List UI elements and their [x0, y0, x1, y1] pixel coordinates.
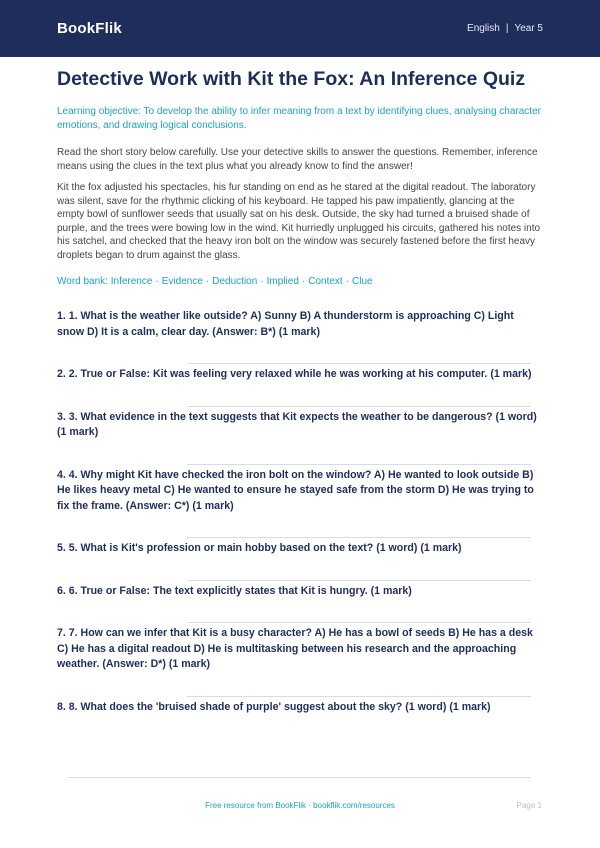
answer-line[interactable] — [187, 363, 531, 364]
page-number: Page 1 — [516, 801, 542, 810]
question-2: 2. 2. True or False: Kit was feeling very relaxed while he was working at his computer. (1 mark) — [57, 368, 532, 380]
question-7: 7. 7. How can we infer that Kit is a busy character? A) He has a bowl of seeds B) He has a desk C) He has a digital readout D) He is multitasking between his research and the approaching weather. (Answer: D*) (1 mark) — [57, 627, 533, 670]
answer-line[interactable] — [187, 406, 531, 407]
header-meta: English | Year 5 — [467, 23, 543, 34]
learning-objective: Learning objective: To develop the ability to infer meaning from a text by identifying clues, analysing character emotions, and drawing logical conclusions. — [57, 106, 541, 131]
answer-line[interactable] — [187, 696, 531, 697]
question-5: 5. 5. What is Kit's profession or main hobby based on the text? (1 word) (1 mark) — [57, 542, 462, 554]
footer-divider — [68, 777, 531, 778]
answer-line[interactable] — [187, 464, 531, 465]
instructions: Read the short story below carefully. Use your detective skills to answer the questions. Remember, inference means using the clues in the text plus what you already know to find the answer! — [57, 147, 538, 172]
word-bank-term: Inference — [110, 276, 153, 287]
question-4: 4. 4. Why might Kit have checked the iron bolt on the window? A) He wanted to look outside B) He likes heavy metal C) He wanted to ensure he stayed safe from the storm D) He was trying to fix the frame. (Answer: C*) (1 mark) — [57, 468, 534, 512]
word-bank-term: Context — [308, 276, 343, 287]
word-bank-term: Evidence — [161, 276, 203, 287]
answer-line[interactable] — [187, 622, 531, 623]
page-title: Detective Work with Kit the Fox: An Inference Quiz — [57, 68, 526, 90]
question-3: 3. 3. What evidence in the text suggests that Kit expects the weather to be dangerous? (1 word) (1 mark) — [57, 410, 537, 438]
site-header — [0, 0, 600, 57]
word-bank-label: Word bank: — [57, 276, 108, 287]
word-bank: Word bank: Inference · Evidence · Deduction · Implied · Context · Clue — [57, 276, 373, 287]
question-list — [57, 309, 543, 715]
question-6: 6. 6. True or False: The text explicitly states that Kit is hungry. (1 mark) — [57, 584, 412, 597]
footer-link[interactable]: Free resource from BookFlik · bookflik.com/resources — [205, 801, 395, 810]
brand-logo[interactable]: BookFlik — [57, 20, 122, 37]
story-text: Kit the fox adjusted his spectacles, his fur standing on end as he stared at the digital readout. The laboratory was silent, save for the rhythmic clicking of his keyboard. He tapped his paw impatiently, glancing at the empty bowl of sunflower seeds that usually sat on his desk. Outside, the sky had turned a bruised shade of purple, and the trees were bowing low in the wind. Kit hurriedly unplugged his circuits, gathered his notes into his satchel, and checked that the heavy iron bolt on the window was securely fastened before the first heavy droplets began to drum against the glass. — [57, 182, 541, 261]
answer-line[interactable] — [187, 580, 531, 581]
answer-line[interactable] — [187, 537, 531, 538]
question-8: 8. 8. What does the 'bruised shade of purple' suggest about the sky? (1 word) (1 mark) — [57, 700, 491, 713]
word-bank-term: Clue — [352, 276, 373, 287]
question-1: 1. 1. What is the weather like outside? A) Sunny B) A thunderstorm is approaching C) Light snow D) It is a calm, clear day. (Answer: B*) (1 mark) — [57, 310, 514, 338]
word-bank-term: Implied — [266, 276, 299, 287]
subject-label: English — [467, 23, 500, 34]
year-label: Year 5 — [514, 23, 543, 34]
word-bank-term: Deduction — [212, 276, 258, 287]
worksheet-content — [57, 57, 543, 715]
